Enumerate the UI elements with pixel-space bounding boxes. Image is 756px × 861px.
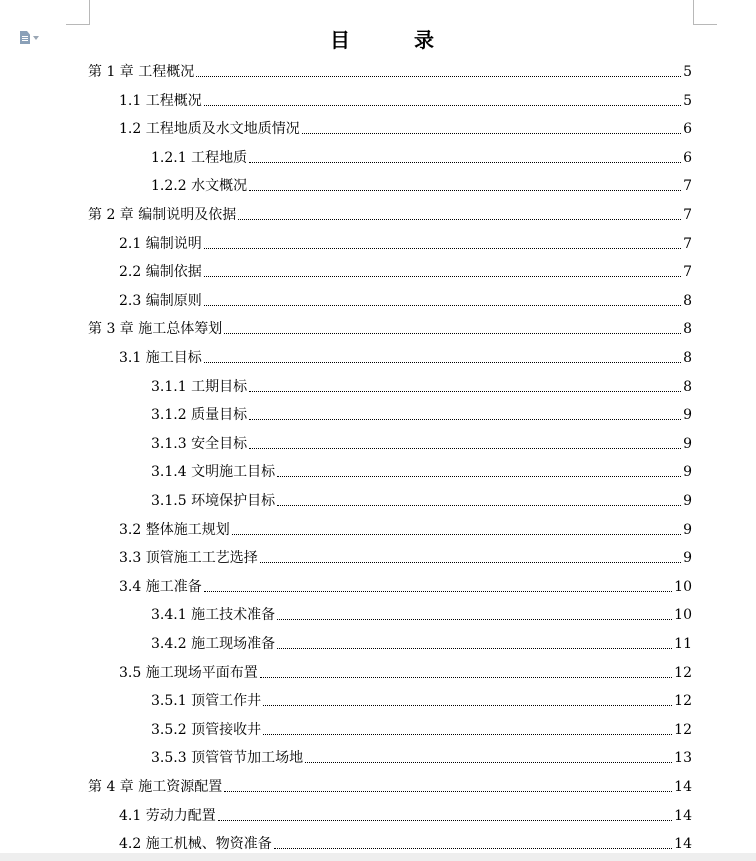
- toc-page-number: 5: [683, 64, 692, 80]
- toc-entry-label: 1.2 工程地质及水文地质情况: [119, 121, 300, 138]
- toc-entry[interactable]: [151, 455, 692, 481]
- toc-entry-label: 3.1.2 质量目标: [151, 407, 248, 424]
- toc-entry-label: 3.1.3 安全目标: [151, 435, 248, 452]
- toc-page-number: 7: [683, 178, 692, 195]
- toc-dot-leader: [204, 362, 681, 363]
- toc-entry[interactable]: [151, 427, 692, 453]
- toc-page-number: 7: [683, 207, 692, 223]
- toc-entry-label: 1.1 工程概况: [119, 92, 202, 109]
- toc-entry[interactable]: [151, 741, 692, 767]
- toc-entry-label: 2.2 编制依据: [119, 264, 202, 281]
- toc-page-number: 10: [674, 578, 692, 595]
- toc-entry-label: 3.4.2 施工现场准备: [151, 636, 276, 652]
- toc-entry[interactable]: [119, 541, 692, 567]
- toc-page-number: 9: [683, 550, 692, 567]
- toc-entry[interactable]: [151, 169, 692, 195]
- toc-entry-label: 2.3 编制原则: [119, 292, 202, 309]
- toc-dot-leader: [260, 562, 681, 563]
- toc-dot-leader: [196, 76, 681, 77]
- toc-entry-label: 3.1.5 环境保护目标: [151, 493, 276, 509]
- toc-dot-leader: [305, 762, 672, 763]
- page-title: 目 录: [330, 28, 456, 52]
- toc-entry-label: 3.1.1 工期目标: [151, 378, 248, 395]
- toc-entry-label: 3.4 施工准备: [119, 578, 202, 595]
- toc-page-number: 12: [674, 693, 692, 710]
- toc-dot-leader: [277, 505, 681, 506]
- toc-page-number: 11: [674, 636, 692, 652]
- toc-dot-leader: [260, 677, 672, 678]
- toc-entry-label: 3.5.3 顶管管节加工场地: [151, 750, 304, 767]
- toc-dot-leader: [238, 219, 681, 220]
- crop-mark-top-right: [693, 24, 717, 25]
- toc-dot-leader: [218, 820, 672, 821]
- toc-entry[interactable]: [151, 598, 692, 624]
- toc-page-number: 14: [674, 836, 692, 853]
- toc-dot-leader: [277, 476, 681, 477]
- toc-page-number: 14: [674, 779, 692, 795]
- toc-page-number: 12: [674, 721, 692, 738]
- toc-entry-label: 3.5 施工现场平面布置: [119, 664, 258, 681]
- toc-page-number: 13: [674, 750, 692, 767]
- toc-page-number: 10: [674, 607, 692, 624]
- toc-entry[interactable]: [119, 827, 692, 853]
- toc-dot-leader: [204, 305, 681, 306]
- toc-dot-leader: [204, 591, 672, 592]
- toc-dot-leader: [249, 419, 681, 420]
- toc-dot-leader: [263, 734, 672, 735]
- toc-page-number: 9: [683, 521, 692, 538]
- toc-dot-leader: [249, 190, 681, 191]
- toc-entry-label: 2.1 编制说明: [119, 235, 202, 252]
- toc-entry-label: 3.4.1 施工技术准备: [151, 607, 276, 624]
- toc-page-number: 9: [683, 464, 692, 481]
- toc-entry[interactable]: [88, 312, 692, 338]
- crop-mark-top-right: [693, 0, 694, 24]
- toc-entry[interactable]: [119, 513, 692, 539]
- toc-entry-label: 第 3 章 施工总体筹划: [88, 321, 223, 338]
- crop-mark-top-left: [66, 24, 90, 25]
- toc-entry[interactable]: [119, 570, 692, 596]
- page-bottom-edge: [0, 853, 756, 861]
- toc-entry[interactable]: [151, 684, 692, 710]
- toc-entry-label: 3.5.2 顶管接收井: [151, 721, 262, 738]
- toc-entry-label: 1.2.1 工程地质: [151, 149, 248, 166]
- toc-dot-leader: [277, 619, 672, 620]
- toc-entry[interactable]: [119, 341, 692, 367]
- toc-page-number: 8: [683, 350, 692, 366]
- toc-page-number: 6: [683, 149, 692, 166]
- toc-entry-label: 3.2 整体施工规划: [119, 521, 230, 538]
- toc-entry-label: 1.2.2 水文概况: [151, 178, 248, 195]
- toc-entry[interactable]: [151, 484, 692, 510]
- toc-dot-leader: [302, 133, 681, 134]
- toc-entry[interactable]: [119, 656, 692, 682]
- toc-entry-label: 第 2 章 编制说明及依据: [88, 207, 237, 223]
- toc-page-number: 7: [683, 264, 692, 281]
- toc-entry[interactable]: [88, 55, 692, 81]
- toc-entry-label: 3.1.4 文明施工目标: [151, 464, 276, 481]
- toc-entry[interactable]: [88, 770, 692, 796]
- toc-dot-leader: [263, 705, 672, 706]
- toc-page-number: 6: [683, 121, 692, 138]
- toc-dot-leader: [274, 848, 672, 849]
- toc-entry-label: 4.1 劳动力配置: [119, 807, 216, 824]
- toc-entry[interactable]: [151, 370, 692, 396]
- toc-page-number: 8: [683, 321, 692, 338]
- toc-dot-leader: [204, 248, 681, 249]
- toc-page-number: 12: [674, 664, 692, 681]
- toc-entry[interactable]: [151, 713, 692, 739]
- toc-entry-label: 第 1 章 工程概况: [88, 64, 195, 80]
- toc-entry[interactable]: [119, 284, 692, 310]
- toc-dot-leader: [249, 448, 681, 449]
- toc-page-number: 7: [683, 235, 692, 252]
- toc-entry[interactable]: [151, 627, 692, 653]
- toc-dot-leader: [204, 105, 681, 106]
- toc-dot-leader: [224, 791, 672, 792]
- toc-entry[interactable]: [119, 84, 692, 110]
- toc-entry[interactable]: [151, 141, 692, 167]
- toc-entry-label: 3.5.1 顶管工作井: [151, 693, 262, 710]
- toc-entry[interactable]: [88, 198, 692, 224]
- toc-page-number: 8: [683, 378, 692, 395]
- toc-dot-leader: [232, 534, 681, 535]
- toc-page-number: 14: [674, 807, 692, 824]
- toc-entry[interactable]: [119, 112, 692, 138]
- crop-mark-top-left: [89, 0, 90, 24]
- toc-entry-label: 4.2 施工机械、物资准备: [119, 836, 272, 853]
- toc-page-number: 9: [683, 493, 692, 509]
- toc-page-number: 9: [683, 435, 692, 452]
- toc-page-number: 8: [683, 292, 692, 309]
- toc-entry-label: 第 4 章 施工资源配置: [88, 779, 223, 795]
- toc-entry-label: 3.3 顶管施工工艺选择: [119, 550, 258, 567]
- toc-entry-label: 3.1 施工目标: [119, 350, 202, 366]
- toc-page-number: 9: [683, 407, 692, 424]
- toc-dot-leader: [224, 333, 681, 334]
- toc-page-number: 5: [683, 92, 692, 109]
- toc-dot-leader: [277, 648, 672, 649]
- toc-entry[interactable]: [119, 227, 692, 253]
- toc-dot-leader: [249, 162, 681, 163]
- toc-entry[interactable]: [151, 398, 692, 424]
- toc-entry[interactable]: [119, 255, 692, 281]
- toc-entry[interactable]: [119, 799, 692, 825]
- toc-dot-leader: [249, 391, 681, 392]
- toc-dot-leader: [204, 276, 681, 277]
